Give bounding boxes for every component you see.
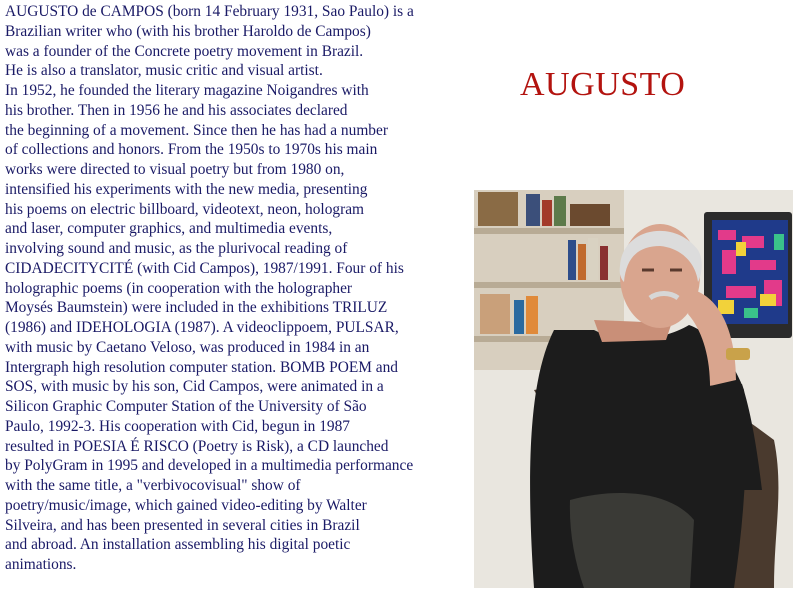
- bio-line: intensified his experiments with the new media, presenting: [5, 180, 368, 198]
- bio-line: Paulo, 1992-3. His cooperation with Cid, begun in 1987: [5, 417, 350, 435]
- bio-line: resulted in POESIA É RISCO (Poetry is Risk), a CD launched: [5, 437, 389, 455]
- bio-line: poetry/music/image, which gained video-editing by Walter: [5, 496, 367, 514]
- bio-line: animations.: [5, 556, 77, 573]
- bio-line: Brazilian writer who (with his brother Haroldo de Campos): [5, 22, 371, 40]
- bio-line: the beginning of a movement. Since then he has had a number: [5, 121, 388, 139]
- bio-line: involving sound and music, as the plurivocal reading of: [5, 240, 348, 257]
- bio-line: Silveira, and has been presented in several cities in Brazil: [5, 516, 360, 534]
- bio-line: Intergraph high resolution computer station. BOMB POEM and: [5, 358, 398, 376]
- bio-line: Moysés Baumstein) were included in the exhibitions TRILUZ: [5, 299, 388, 317]
- name-heading: AUGUSTO: [520, 66, 686, 103]
- bio-line: holographic poems (in cooperation with the holographer: [5, 279, 353, 297]
- bio-line: by PolyGram in 1995 and developed in a multimedia performance: [5, 457, 414, 475]
- bio-line: his poems on electric billboard, videotext, neon, hologram: [5, 200, 365, 218]
- bio-line: was a founder of the Concrete poetry movement in Brazil.: [5, 42, 364, 60]
- bio-line: of collections and honors. From the 1950s to 1970s his main: [5, 141, 378, 159]
- biography-text: [5, 2, 480, 575]
- bio-line: works were directed to visual poetry but from 1980 on,: [5, 161, 345, 178]
- bio-line: He is also a translator, music critic and visual artist.: [5, 62, 323, 80]
- bio-line: AUGUSTO de CAMPOS (born 14 February 1931, Sao Paulo) is a: [5, 3, 414, 20]
- bio-line: CIDADECITYCITÉ (with Cid Campos), 1987/1991. Four of his: [5, 259, 404, 277]
- bio-line: with music by Caetano Veloso, was produced in 1984 in an: [5, 338, 370, 356]
- bio-line: with the same title, a "verbivocovisual" show of: [5, 477, 301, 494]
- bio-line: Silicon Graphic Computer Station of the University of São: [5, 398, 367, 415]
- bio-line: and laser, computer graphics, and multimedia events,: [5, 220, 333, 238]
- bio-line: and abroad. An installation assembling his digital poetic: [5, 536, 351, 554]
- portrait-photo-icon: [474, 190, 793, 588]
- bio-line: In 1952, he founded the literary magazine Noigandres with: [5, 82, 369, 99]
- bio-line: SOS, with music by his son, Cid Campos, were animated in a: [5, 378, 384, 396]
- bio-line: his brother. Then in 1956 he and his associates declared: [5, 101, 348, 119]
- bio-line: (1986) and IDEHOLOGIA (1987). A videoclippoem, PULSAR,: [5, 319, 399, 336]
